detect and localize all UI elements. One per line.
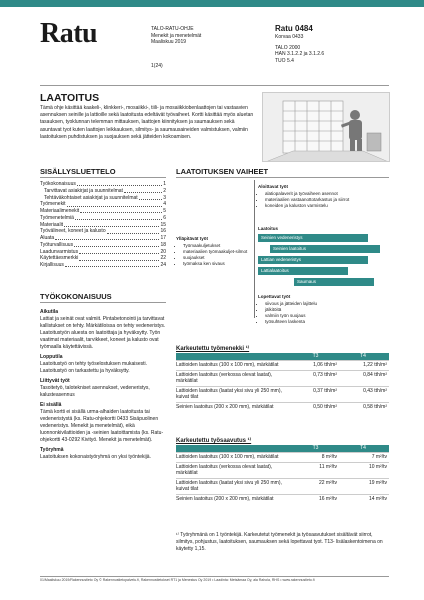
- row-label: Lattioiden laatoitus (laatat yksi sivu yli 250 mm), kuivat tilat: [176, 479, 282, 492]
- toc-leader: [64, 222, 159, 227]
- phase-aloittavat: [258, 184, 388, 209]
- laatoitus-step-bar: Seinien laatoitus: [270, 245, 380, 253]
- table-header-row: [176, 445, 389, 452]
- section-title: Ei sisällä: [40, 402, 62, 408]
- toc-item-page: 2: [163, 187, 166, 194]
- laatoitus-step-bar: Seinien vedeneristys: [258, 234, 368, 242]
- vaiheet-heading: LAATOITUKSEN VAIHEET: [176, 167, 269, 176]
- toc-item-page: 5: [163, 208, 166, 214]
- top-accent-bar: [0, 0, 424, 7]
- toc-item-page: 20: [160, 248, 166, 255]
- t4-value: 0,43 tth/m²: [363, 387, 387, 394]
- toc-leader: [75, 215, 162, 220]
- toc-item-page: 24: [160, 262, 166, 268]
- table-row: [176, 462, 389, 478]
- section-title: Liittyvät työt: [40, 378, 70, 384]
- section-title: Aikutila: [40, 309, 59, 315]
- phase-list: [176, 243, 252, 267]
- replaces-code: Korvaa 0433: [275, 34, 304, 40]
- toc-leader: [79, 249, 159, 254]
- toc-heading: SISÄLLYSLUETTELO: [40, 167, 116, 176]
- row-label: Seinien laatoitus (200 x 200 mm), märkätilat: [176, 403, 274, 410]
- t4-value: 1,22 tth/m²: [363, 362, 387, 368]
- t3-value: 0,37 tth/m²: [313, 387, 337, 394]
- toc-item-label: Kirjallisuus: [40, 262, 64, 268]
- t3-value: 11 m²/tv: [319, 463, 337, 470]
- toc-leader: [77, 181, 162, 186]
- table-row: [176, 402, 389, 412]
- row-label: Lattioiden laatoitus (100 x 100 mm), märkätilat: [176, 454, 279, 460]
- toc-item[interactable]: [40, 201, 166, 208]
- table-row: [176, 386, 389, 402]
- header-codes: [275, 24, 324, 64]
- talo-code: TALO 2000: [275, 44, 301, 51]
- section-title: Työryhmä: [40, 447, 64, 453]
- col-header: T3: [294, 445, 339, 452]
- col-header: T4: [339, 353, 389, 360]
- phase-laatoitus: [258, 226, 388, 233]
- vaiheet-divider: [176, 177, 389, 178]
- t3-value: 0,50 tth/m²: [313, 403, 337, 410]
- toc-item-page: 6: [163, 214, 166, 221]
- t4-value: 7 m²/tv: [371, 454, 387, 460]
- toc-item[interactable]: [40, 188, 166, 195]
- table-row: [176, 360, 389, 370]
- page-title: LAATOITUS: [40, 92, 100, 104]
- t3-value: 1,06 tth/m²: [313, 362, 337, 368]
- header-meta: [151, 26, 202, 69]
- phase-item: • valmiin työn suojaus: [265, 313, 388, 319]
- toc-leader: [74, 242, 159, 247]
- toc-item-label: Aluata: [40, 235, 55, 241]
- toc-item-page: 17: [160, 235, 166, 241]
- row-label: Lattioiden laatoitus (laatat yksi sivu yli 250 mm), kuivat tilat: [176, 387, 282, 400]
- tyokokonaisuus-heading: TYÖKOKONAISUUS: [40, 292, 112, 301]
- phase-lopettavat: [258, 294, 388, 325]
- toc-item[interactable]: [40, 181, 166, 188]
- t4-value: 19 m²/tv: [368, 479, 387, 486]
- doc-code: Ratu 0484: [275, 24, 313, 33]
- laatoitus-step-bar: Lattialaatoitus: [258, 267, 348, 275]
- phase-item: • suojaukset: [183, 255, 252, 261]
- doc-type: TALO-RATU-OHJE: [151, 26, 194, 32]
- table-of-contents: [40, 181, 166, 269]
- toc-item-label: Materiaalit: [40, 221, 64, 228]
- toc-item-page: 4: [163, 201, 166, 208]
- toc-item-label: Käytettäesmerkki: [40, 255, 79, 262]
- section-text: Lattiat ja seinät ovat valmiit. Pintabetonointi ja tarvittavat kallistukset on tehty. Märkätiloissa on tehty vedeneristys. Laatoitustyön aluesta on laatoittaja ja hyväksytty. Työn vaatimat materiaalit, tarvikkeet, koneet ja kalusto ovat työmaalla käytettävissä.: [40, 316, 166, 350]
- toc-item-page: 18: [160, 241, 166, 248]
- laatoitus-step-bar: Saumaus: [294, 278, 374, 286]
- phase-list: [258, 301, 388, 325]
- table-row: [176, 494, 389, 504]
- toc-item-page: 1: [163, 181, 166, 187]
- ratu-logo: Ratu: [40, 18, 98, 49]
- toc-item[interactable]: [40, 222, 166, 229]
- phase-title: Laatoitus: [258, 226, 279, 231]
- toc-item[interactable]: [40, 208, 166, 215]
- col-header: T3: [294, 353, 339, 360]
- table-row: [176, 452, 389, 462]
- menekki-table: [176, 345, 389, 411]
- page-number: 1(24): [151, 63, 163, 69]
- t4-value: 14 m²/tv: [368, 495, 387, 502]
- t3-value: 16 m²/tv: [318, 495, 337, 502]
- toc-item[interactable]: [40, 228, 166, 235]
- col-header: T4: [339, 445, 389, 452]
- toc-item-label: Työturvallisuus: [40, 241, 74, 248]
- toc-divider: [40, 177, 166, 178]
- toc-item[interactable]: [40, 235, 166, 242]
- intro-paragraph: Tämä ohje käsittää kaakeli-, klinkkeri-, mosaiikki-, tiili- ja mosaiikkiobenlaattojen tai vastaavien asennuksen seinille ja lattioille sekä laatoitusta edeltävät työvaiheet. Kortti käsittää myös aluetan tasauksen, tyoklunnan telemman mittauksen, laattojen kiinnityksen ja saumauksen sekä asuntavat tyot kuten laattojen leikkauksen, silmitys- ja saumausaineiden valmistuksen, valmiin laatoituksen puhdistuksen ja suojauksen sekä jätteiden kokoamisen.: [40, 105, 254, 140]
- toc-item-label: Työkokonaisuus: [40, 181, 76, 187]
- phase-item: • jälkitöitä: [265, 307, 388, 313]
- toc-leader: [80, 208, 162, 213]
- toc-item-label: Laadunvarmistus: [40, 248, 79, 255]
- tiling-illustration: [262, 92, 390, 162]
- phase-item: • koneiden ja kaluston varmistelu: [265, 203, 388, 209]
- toc-leader: [139, 195, 163, 200]
- toc-leader: [107, 228, 160, 233]
- toc-item[interactable]: [40, 195, 166, 202]
- table-row: [176, 370, 389, 386]
- toc-item-page: 22: [160, 255, 166, 262]
- hanke-code: HAN 3.1.2.2 ja 3.1.2.6: [275, 51, 325, 57]
- toc-item-label: Työvälineet, koneet ja kalusto: [40, 228, 106, 235]
- saavutus-table: [176, 437, 389, 503]
- doc-date: Maaliskuu 2019: [151, 39, 187, 45]
- section-text: Tämä kortti ei sisällä urma-alhaiden laatoitusta tai vedeneristystä (ks. Ratu-ohjekortti 0433 Sisäpuolinen vedeneristys. Menekit ja menetelmät), eikä luonnonkivilattioiden ja -seinien laatoittamista (ks. Ratu-ohjekortti 43-0292 Kivityö. Menekit ja menetelmät).: [40, 409, 164, 443]
- header-divider: [40, 85, 389, 86]
- t4-value: 0,84 tth/m²: [363, 371, 387, 378]
- t3-value: 0,73 tth/m²: [313, 371, 337, 378]
- toc-item[interactable]: [40, 255, 166, 262]
- toc-item-label: Tehtäväkohtaiset asiakirjat ja suunnitelmat: [44, 194, 138, 201]
- phase-item: • työmaksa ken sivaus: [183, 261, 252, 267]
- toc-leader: [67, 201, 163, 206]
- table-header-row: [176, 353, 389, 360]
- phase-title: Aloittavat työt: [258, 184, 289, 189]
- t4-value: 0,58 tth/m²: [363, 403, 387, 410]
- tuote-code: TUO 5.4: [275, 57, 294, 64]
- row-label: Lattioiden laatoitus (verkossa olevat laatat), märkätilat: [176, 371, 273, 384]
- table-title: Karkeutettu työsaavutus ¹⁾: [176, 438, 252, 444]
- section-text: Laatoitustyö on tehty työselostuksen mukaisesti. Laatoitustyö on tarkastettu ja hyväksytty.: [40, 361, 148, 374]
- toc-item-page: 15: [160, 221, 166, 228]
- doc-subtitle: Menekit ja menetelmät: [151, 32, 202, 39]
- phase-item: • materiaalien työmaakuljet-silmot: [183, 249, 252, 255]
- toc-leader: [79, 255, 159, 260]
- phase-yllapitavat: [176, 236, 252, 267]
- row-label: Lattioiden laatoitus (verkossa olevat laatat), märkätilat: [176, 463, 273, 476]
- phase-item: • siivous ja jätteiden lajittelu: [265, 301, 388, 307]
- phase-title: Ylläpitävät työt: [176, 236, 209, 241]
- phase-item: • materiaalien vastaanottotarkastus ja siirrot: [265, 197, 388, 203]
- toc-leader: [124, 188, 162, 193]
- laatoitus-step-bar: Lattian vedeneristys: [258, 256, 368, 264]
- toc-item-label: Työmenetelmiä: [40, 214, 74, 221]
- toc-item-label: Työmenekit: [40, 201, 66, 208]
- table-row: [176, 478, 389, 494]
- row-label: Lattioiden laatoitus (100 x 100 mm), märkätilat: [176, 362, 279, 368]
- t3-value: 22 m²/tv: [318, 479, 337, 486]
- table-title: Karkeutettu työmenekki ¹⁾: [176, 346, 250, 352]
- toc-item-page: 3: [163, 194, 166, 201]
- table-footnote: ¹⁾ Työryhmänä on 1 työntekijä. Karkeutetut työmenekit ja työsaavutukset sisältävät siirrot, silmitys, pohjustus, laatoituksen, saumauksen sekä lopettavat tyot. T13- lisälaskentoimena on käytetty 1,15.: [176, 532, 383, 552]
- toc-item-page: 16: [160, 228, 166, 235]
- toc-item[interactable]: [40, 249, 166, 256]
- toc-item-label: Tarvittavat asiakirjat ja suunnitelmat: [44, 187, 123, 194]
- phase-list: [258, 191, 388, 209]
- phase-item: • Työmaakuljetukset: [183, 243, 252, 249]
- tyokokonaisuus-sections: [40, 306, 168, 461]
- toc-leader: [55, 235, 159, 240]
- toc-item[interactable]: [40, 215, 166, 222]
- t3-value: 8 m²/tv: [321, 454, 337, 460]
- section-text: Laatoituksen kokonaistyöryhmä on yksi työntekijä.: [40, 454, 151, 460]
- row-label: Seinien laatoitus (200 x 200 mm), märkätilat: [176, 495, 274, 502]
- section-text: Tasoitetyö, talotekniset asennukset, vedeneristys, kalusteasennus: [40, 385, 150, 398]
- footer-divider: [40, 576, 389, 577]
- toc-item-label: Materiaalimenekit: [40, 208, 80, 214]
- tyokokonaisuus-divider: [40, 302, 166, 303]
- toc-leader: [65, 262, 160, 267]
- page-footer: 01/Maaliskuu 2019/Rakennustieto Oy © Rakennustietopalvelu.fi, Rakennustietokset RT1 ja Menestus Oy 2019 • Laadinta: Metsämaa Oy, ala Rahola, RHS • www.rakennustieto.fi: [40, 578, 315, 582]
- section-title: Lopputila: [40, 354, 63, 360]
- phase-item: • työsuhteen laskenta: [265, 319, 388, 325]
- t4-value: 10 m²/tv: [368, 463, 387, 470]
- toc-item[interactable]: [40, 262, 166, 269]
- toc-item[interactable]: [40, 242, 166, 249]
- phase-title: Lopettavat työt: [258, 294, 291, 299]
- phase-item: • alatiopalaverit ja työvaiheen asennot: [265, 191, 388, 197]
